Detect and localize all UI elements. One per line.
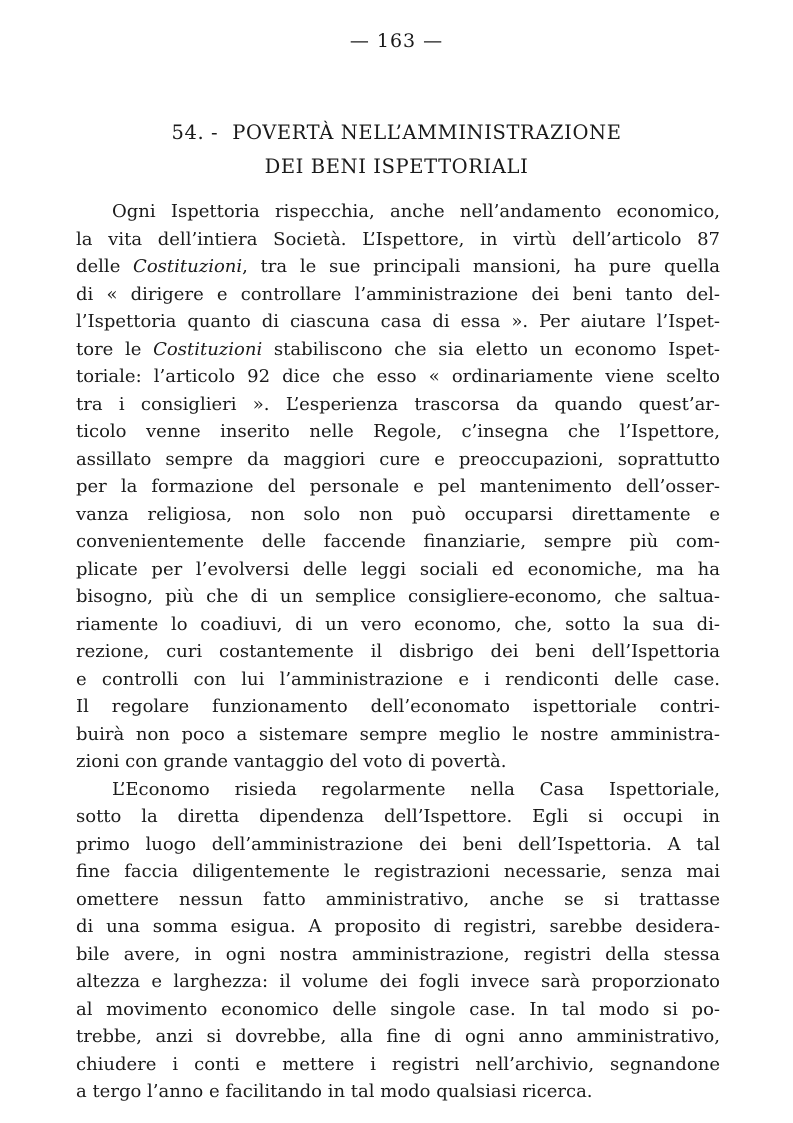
text-line: convenientemente delle faccende finanziarie, sempre più com- (76, 531, 720, 552)
section-title-line-1: POVERTÀ NELL’AMMINISTRAZIONE (232, 121, 622, 144)
text-line: la vita dell’intiera Società. L’Ispettore, in virtù dell’articolo 87 (76, 228, 720, 250)
text-line: L’Economo risieda regolarmente nella Casa Ispettoriale, (112, 778, 720, 800)
text-line: tore le Costituzioni stabiliscono che sia eletto un economo Ispet- (76, 338, 720, 360)
text-line: a tergo l’anno e facilitando in tal modo qualsiasi ricerca. (76, 1081, 593, 1102)
text-line: altezza e larghezza: il volume dei fogli invece sarà proporzionato (76, 971, 720, 992)
section-heading (0, 116, 793, 184)
text-line: buirà non poco a sistemare sempre meglio le nostre amministra- (76, 723, 720, 745)
text-line: sotto la diretta dipendenza dell’Ispettore. Egli si occupi in (76, 806, 720, 827)
text-line: trebbe, anzi si dovrebbe, alla fine di ogni anno amministrativo, (76, 1026, 720, 1047)
section-title-line-2: DEI BENI ISPETTORIALI (264, 155, 529, 178)
text-line: plicate per l’evolversi delle leggi sociali ed economiche, ma ha (76, 558, 720, 580)
section-heading-line-1 (0, 116, 793, 150)
text-line: e controlli con lui l’amministrazione e i rendiconti delle case. (76, 668, 720, 690)
text-line: delle Costituzioni, tra le sue principali mansioni, ha pure quella (76, 256, 721, 277)
text-line: di « dirigere e controllare l’amministrazione dei beni tanto del- (76, 283, 720, 305)
text-line: omettere nessun fatto amministrativo, anche se si trattasse (76, 888, 720, 910)
text-line: toriale: l’articolo 92 dice che esso « ordinariamente viene scelto (76, 366, 720, 387)
text-line: vanza religiosa, non solo non può occuparsi direttamente e (76, 503, 720, 525)
page-number: — 163 — (349, 30, 444, 52)
text-line: primo luogo dell’amministrazione dei beni dell’Ispettoria. A tal (76, 833, 720, 855)
text-line: fine faccia diligentemente le registrazioni necessarie, senza mai (76, 861, 720, 882)
text-line: chiudere i conti e mettere i registri nell’archivio, segnandone (76, 1053, 720, 1075)
section-number: 54. - (171, 121, 219, 144)
text-line: ticolo venne inserito nelle Regole, c’insegna che l’Ispettore, (76, 421, 720, 442)
body-text (76, 198, 720, 1106)
text-line: Ogni Ispettoria rispecchia, anche nell’andamento economico, (112, 201, 720, 222)
text-line: per la formazione del personale e pel mantenimento dell’osser- (76, 476, 720, 497)
text-line: bisogno, più che di un semplice consigliere-economo, che saltua- (76, 586, 720, 607)
text-line: l’Ispettoria quanto di ciascuna casa di essa ». Per aiutare l’Ispet- (76, 311, 720, 332)
text-line: zioni con grande vantaggio del voto di povertà. (76, 751, 507, 772)
text-line: tra i consiglieri ». L’esperienza trascorsa da quando quest’ar- (76, 393, 720, 415)
text-line: Il regolare funzionamento dell’economato ispettoriale contri- (76, 696, 720, 717)
text-line: riamente lo coadiuvi, di un vero economo, che, sotto la sua di- (76, 613, 720, 635)
paragraph-2 (76, 776, 720, 1106)
text-line: assillato sempre da maggiori cure e preoccupazioni, soprattutto (76, 448, 720, 470)
text-line: di una somma esigua. A proposito di registri, sarebbe desidera- (76, 916, 720, 937)
text-line: al movimento economico delle singole case. In tal modo si po- (76, 998, 720, 1020)
text-line: rezione, curi costantemente il disbrigo dei beni dell’Ispettoria (76, 641, 720, 662)
paragraph-1 (76, 198, 720, 776)
text-line: bile avere, in ogni nostra amministrazione, registri della stessa (76, 943, 720, 965)
